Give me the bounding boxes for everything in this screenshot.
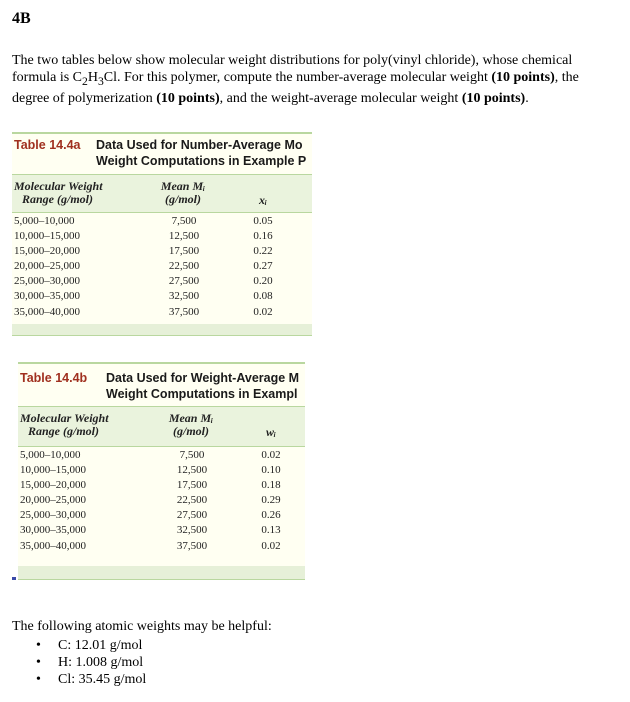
intro-text: , the degree of polymerization (12, 70, 579, 106)
column-header-wi: wᵢ (265, 425, 277, 439)
table-cell-range: 5,000–10,000 (20, 449, 81, 461)
column-header-range (14, 180, 103, 206)
intro-subscript: 3 (97, 74, 104, 88)
table-14-4b (18, 362, 305, 580)
header-line: Mean Mᵢ (160, 179, 206, 193)
helpful-text: The following atomic weights may be helpful: (12, 619, 272, 634)
table-cell-fraction: 0.16 (253, 230, 273, 243)
question-intro (12, 52, 618, 107)
table-cell-range: 15,000–20,000 (14, 245, 80, 258)
margin-marker (12, 577, 16, 580)
mean-column (164, 448, 220, 554)
question-heading: 4B (12, 10, 31, 27)
table-cell-mean: 32,500 (176, 524, 208, 537)
table-cell-mean: 27,500 (176, 509, 208, 522)
table-cell-mean: 17,500 (176, 479, 208, 492)
table-tag: Table 14.4a (14, 138, 81, 152)
header-line: Range (g/mol) (28, 424, 99, 438)
column-header-mean (150, 180, 216, 206)
table-cell-fraction: 0.02 (253, 305, 273, 318)
table-cell-range: 25,000–30,000 (20, 509, 86, 522)
table-cell-mean: 12,500 (168, 230, 200, 243)
table-title-line-2: Weight Computations in Exampl (106, 387, 298, 401)
table-cell-fraction: 0.27 (253, 260, 273, 273)
table-cell-range: 15,000–20,000 (20, 479, 86, 492)
table-cell-mean: 7,500 (171, 215, 197, 227)
table-cell-range: 10,000–15,000 (20, 464, 86, 477)
table-tag: Table 14.4b (20, 371, 88, 385)
table-cell-range: 30,000–35,000 (20, 524, 86, 537)
header-line: Range (g/mol) (22, 192, 93, 206)
table-cell-range: 25,000–30,000 (14, 275, 80, 288)
table-cell-fraction: 0.10 (261, 464, 281, 477)
table-cell-mean: 27,500 (168, 275, 200, 288)
table-cell-fraction: 0.05 (253, 215, 273, 227)
intro-subscript: 2 (82, 74, 88, 88)
intro-text: The two tables below show molecular weight distributions for poly(vinyl chloride), whose chemical formula is C (12, 53, 573, 85)
header-line: (g/mol) (165, 192, 201, 206)
intro-text: H (87, 70, 98, 85)
table-cell-range: 5,000–10,000 (14, 215, 75, 227)
points-label: (10 points) (461, 90, 526, 106)
table-14-4a (12, 132, 312, 336)
table-cell-mean: 37,500 (168, 305, 200, 318)
table-title-line-1: Data Used for Number-Average Mo (96, 138, 303, 152)
intro-text: Cl. For this polymer, compute the number-average molecular weight (103, 70, 492, 85)
table-cell-mean: 32,500 (168, 290, 200, 303)
table-cell-fraction: 0.08 (253, 290, 273, 303)
table-cell-mean: 22,500 (168, 260, 200, 273)
list-item: • H: 1.008 g/mol (36, 654, 146, 671)
intro-text: , and the weight-average molecular weight (219, 90, 462, 106)
table-cell-fraction: 0.29 (261, 494, 281, 507)
table-cell-mean: 22,500 (176, 494, 208, 507)
table-cell-mean: 12,500 (176, 464, 208, 477)
column-header-mean (158, 412, 224, 438)
points-label: (10 points) (156, 90, 220, 106)
table-cell-fraction: 0.26 (261, 509, 281, 522)
table-cell-mean: 7,500 (179, 449, 205, 461)
table-cell-range: 10,000–15,000 (14, 230, 80, 243)
header-line: Molecular Weight (20, 411, 109, 425)
intro-text: . (525, 90, 529, 106)
table-cell-fraction: 0.02 (261, 539, 281, 552)
table-cell-range: 35,000–40,000 (20, 539, 86, 552)
table-cell-range: 35,000–40,000 (14, 305, 80, 318)
fraction-column (254, 448, 288, 554)
table-title (14, 138, 80, 153)
table-cell-mean: 37,500 (176, 539, 208, 552)
fraction-column (246, 214, 280, 320)
header-line: (g/mol) (173, 424, 209, 438)
table-cell-range: 20,000–25,000 (14, 260, 80, 273)
table-cell-fraction: 0.18 (261, 479, 281, 492)
points-label: (10 points) (491, 70, 555, 85)
table-cell-range: 20,000–25,000 (20, 494, 86, 507)
table-cell-fraction: 0.02 (261, 449, 281, 461)
list-item: • Cl: 35.45 g/mol (36, 671, 146, 688)
column-header-xi: xᵢ (258, 193, 268, 207)
mean-column (156, 214, 212, 320)
range-column (14, 214, 80, 320)
table-cell-fraction: 0.13 (261, 524, 281, 537)
range-column (20, 448, 86, 554)
table-cell-mean: 17,500 (168, 245, 200, 258)
table-cell-fraction: 0.22 (253, 245, 273, 258)
table-cell-range: 30,000–35,000 (14, 290, 80, 303)
table-title-line-1: Data Used for Weight-Average M (106, 371, 300, 385)
table-title (20, 371, 87, 386)
atomic-weights-list (36, 637, 146, 688)
header-line: Mean Mᵢ (168, 411, 214, 425)
table-cell-fraction: 0.20 (253, 275, 273, 288)
list-item: • C: 12.01 g/mol (36, 637, 146, 654)
header-line: Molecular Weight (14, 179, 103, 193)
table-title-line-2: Weight Computations in Example P (96, 154, 307, 168)
column-header-range (20, 412, 109, 438)
